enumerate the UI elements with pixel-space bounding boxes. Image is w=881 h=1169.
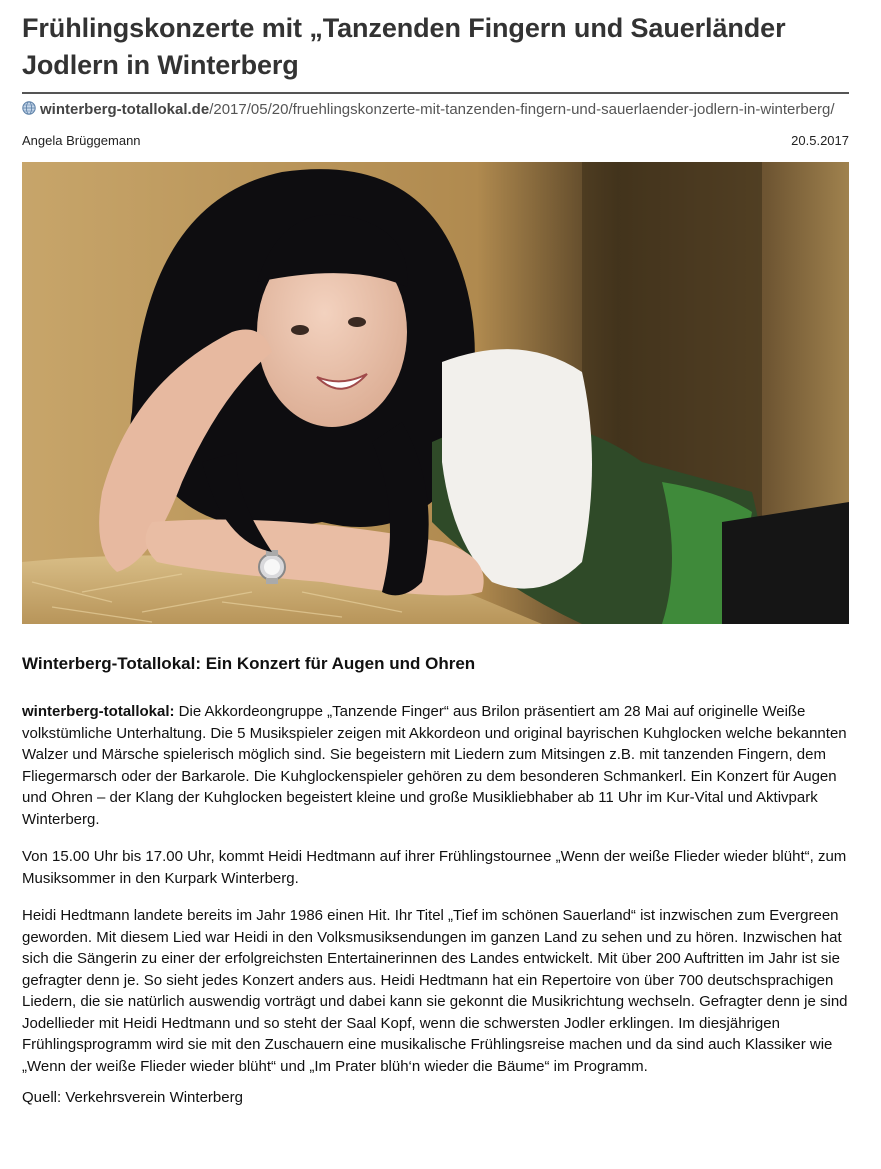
paragraph-1-text: Die Akkordeongruppe „Tanzende Finger“ aus Brilon präsentiert am 28 Mai auf originelle Weiße volkstümliche Unterhaltung. Die 5 Musikspieler zeigen mit Akkordeon und original bayrischen Kuhglocken welche bekannten Walzer und Märsche spielerisch möglich sind. Sie begeistern mit Liedern zum Mitsingen z.B. mit tanzenden Fingern, dem Fliegermarsch oder der Barkarole. Die Kuhglockenspieler gehören zu dem besonderen Schmankerl. Ein Konzert für Augen und Ohren – der Klang der Kuhglocken begeistert kleine und große Musikliebhaber ab 11 Uhr im Kur-Vital und Aktivpark Winterberg. <box>22 703 847 828</box>
article-meta <box>22 133 849 148</box>
globe-icon <box>22 101 36 115</box>
source-credit: Quell: Verkehrsverein Winterberg <box>22 1089 243 1106</box>
article-title: Frühlingskonzerte mit „Tanzenden Fingern und Sauerländer Jodlern in Winterberg <box>22 13 786 80</box>
paragraph-3: Heidi Hedtmann landete bereits im Jahr 1986 einen Hit. Ihr Titel „Tief im schönen Sauerland“ ist inzwischen zum Evergreen geworden. Mit diesem Lied war Heidi in den Volksmusiksendungen im ganzen Land zu sehen und zu hören. Inzwischen hat sich die Sängerin zu einer der erfolgreichsten Entertainerinnen des Landes entwickelt. Mit über 200 Auftritten im Jahr ist sie gefragter denn je. So sieht jedes Konzert anders aus. Heidi Hedtmann hat ein Repertoire von über 700 deutschsprachigen Liedern, die sie natürlich auswendig vorträgt und dabei kann sie gekonnt die Musikrichtung wechseln. Gefragter denn je sind Jodellieder mit Heidi Hedtmann und so steht der Saal Kopf, wenn die schwersten Jodler erklingen. Im diesjährigen Frühlingsprogramm wird sie mit den Zuschauern eine musikalische Frühlingsreise machen und da sind auch Klassiker wie „Wenn der weiße Flieder wieder blüht“ und „Im Prater blüh‘n wieder die Bäume“ im Programm. <box>22 907 848 1075</box>
url-path[interactable]: /2017/05/20/fruehlingskonzerte-mit-tanzenden-fingern-und-sauerlaender-jodlern-in-winterberg/ <box>209 101 835 118</box>
author: Angela Brüggemann <box>22 133 141 148</box>
paragraph-lead: winterberg-totallokal: <box>22 703 175 720</box>
article-photo <box>22 162 849 624</box>
source-url[interactable] <box>22 100 849 120</box>
title-divider <box>22 92 849 94</box>
article <box>22 10 849 1109</box>
paragraph-1 <box>22 701 849 830</box>
publish-date: 20.5.2017 <box>791 133 849 148</box>
article-body <box>22 701 849 1109</box>
article-subtitle: Winterberg-Totallokal: Ein Konzert für Augen und Ohren <box>22 654 476 673</box>
paragraph-2: Von 15.00 Uhr bis 17.00 Uhr, kommt Heidi Hedtmann auf ihrer Frühlingstournee „Wenn der weiße Flieder wieder blüht“, zum Musiksommer in den Kurpark Winterberg. <box>22 848 847 887</box>
url-host[interactable]: winterberg-totallokal.de <box>40 101 210 118</box>
